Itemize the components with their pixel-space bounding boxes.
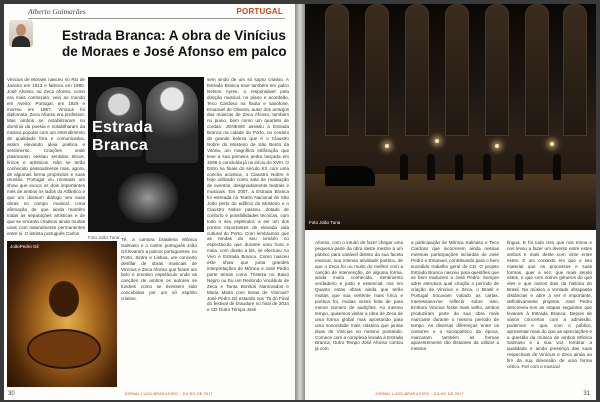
- author-name: Alberto Guimarães: [28, 7, 86, 16]
- author-avatar: [9, 20, 33, 47]
- stage-light: [385, 144, 389, 148]
- stage-light: [550, 142, 554, 146]
- footer-text-left: JORNAL LUSO-BRASILEIRO · JULHO DE 2017: [124, 392, 213, 396]
- cloister-arch: [563, 4, 587, 136]
- cloister-arch: [365, 4, 389, 136]
- cloister-arch: [445, 4, 469, 136]
- footer-text-right: JORNAL LUSO-BRASILEIRO · JULHO DE 2017: [375, 392, 464, 396]
- musician-silhouette: [553, 154, 561, 180]
- page-number-right: 31: [583, 391, 590, 397]
- article-headline: [62, 28, 292, 60]
- photo-credit-right: Foto João Tuna: [309, 220, 341, 225]
- musician-silhouette: [455, 154, 463, 180]
- magazine-spread: [4, 4, 596, 400]
- headline-line-2: de Moraes e José Afonso em palco: [62, 44, 287, 59]
- right-body-column-3: língua. E foi tudo isso que nos trinou e nos levou a fazer um diverso entre estes ambos e mais deste com vinte entre estes. E um contexto em que o seu material que os processos e suas formas, quer a vez, que mais sendo estes, e que com outros géneros do que eles e que outros dois da história do Brasil. Na música a vontade ultrapassa distâncias e abre a ver é importante, definitivamente projetos. José Pedro descreveu-nos as etapas seguintes que levaram à Estrada Branca: Depois de vários concertos com a admissão, podemos e que, com o público, apresentar mais do que as apreciações e a questão da música de ambos Mônica Salmaso e a sua voz, lembrar a qualidade e ainda presença das suas respectivas de Vinícius e Zeca ainda ao fim da sua dimensão de uma forma cético. Fiel com o musical: [507, 240, 592, 370]
- body-column-3: sem vindo de um só sopro criativo. A Estrada Branca teve também em palco Nelson Ayres, o responsável pela direção musical, no piano e acordeão, Teco Cardoso na flauta e saxofone, Emanuel de Oliveira, autor dos arranjos das músicas de Zeca Afonso, também no piano, bem como um quarteto de cordas. JGNEWS assistiu à Estrada Branca na cidade do Porto, no cenário de grande beleza que é o Claustro Nobre do Mosteiro de São Bento da Vitória, um magnífica edificação que teve a sua primeira pedra lançada em 1598 e concluída já no início do XVIII. O Estro na finais do século XX com uma concha acústica, o Claustro Nobre é hoje utilizado como sala de realização de eventos, designadamente teatrais e musicais. Em 2007, a Estrada Branca foi estreada no Teatro Nacional de São João perto do edifício do Mosteiro e o Claustro Nobre passou, dotado de conforto e possibilidades técnicas, com todo o seu esplendor, a ser um dos pontos importantes de elevada vida cultural do Porto. Com lembramos que as rendas do seu cenário no espectáculo que durante uma hora e meia, com direito a bis, se efectuou Ao Vivo e Estrada Branca. Como nasceu este show que junta grandes interpretações de Mônica e José Pedro parte temas como Tristeza no Baixo Negro ou Eu um Redondo Vocábulo de Zeca e Tanta Bonitos Namorados e Maria Moita com letras de Vinicius? José Pedro Gil estando nos 'Ta do Final do festival de braudure no final de 2014 e CD Outro Tempo José: [207, 77, 289, 313]
- album-title: [92, 119, 153, 155]
- right-page: [305, 4, 596, 400]
- headline-line-1: Estrada Branca: A obra de Vinícius: [62, 28, 286, 43]
- cloister-arch: [525, 4, 549, 136]
- section-label: PORTUGAL: [236, 7, 283, 16]
- left-page: [4, 4, 295, 400]
- musician-silhouette: [427, 154, 435, 180]
- guitar-shape: [27, 329, 101, 369]
- musician-silhouette: [400, 154, 408, 180]
- cloister-arch: [325, 4, 349, 136]
- avatar-face: [16, 24, 26, 36]
- musician-silhouette: [515, 154, 523, 180]
- cloister-arch: [485, 4, 509, 136]
- concert-photo: [305, 4, 596, 230]
- body-column-1: Vinicius de Moraes nasceu no Rio de Janeiro em 1913 e faleceu em 1980. José Afonso, ou Zeca Afonso, como era mais conhecido, veio ao mundo em Aveiro, Portugal, em 1929 e morreu em 1987. Vinicius foi diplomata, Zeca Afonso era professor. Mas ambos se notabilizaram no domínio da poesia e notabilharam da música popular com um entendimento de qualidade fora e comunicativa, assim elevando ideia poética e sentimento. Criações onde plasmaram oessau sentidos éticos, líricos e artísticos. Não se terão conhecido pessoalmente mas, agora, de algumas forma propósitos e suas reunião. Portugal viu montado um show que evoca os dois importantes mes de ambos os lados do Atlântico e que um dossurn diálogo veu suas obras no campo musical. Uma afirmação de que ainda mantêm todas as separações artísticas e de que se encanta criativos ainda muitas unas com naturalmente permanentes entre si. O letrista português Carlos: [7, 77, 85, 236]
- avatar-body: [12, 36, 30, 47]
- stage-light: [435, 139, 439, 143]
- stage-light: [495, 144, 499, 148]
- performer-caption: JoãoPedro Gil: [10, 244, 39, 249]
- header-rule: [28, 18, 285, 19]
- cloister-arch: [405, 4, 429, 136]
- photo-credit-left: Foto João Tuna: [88, 235, 120, 240]
- album-title-line-2: Branca: [92, 137, 149, 154]
- album-title-line-1: Estrada: [92, 119, 153, 136]
- album-hands: [118, 173, 178, 223]
- album-cover-image: [88, 77, 204, 232]
- performer-head: [49, 281, 79, 317]
- right-body-column-1: Afonso, com o intuito de fazer chegar uma pequena parte da obra deste mestre a um público para variável distrito da sua faceta musical, sua intensa atividade poética, de que o Zeca foi ou muito do melhor com a canção de intervenção, de alguma forma, ainda muito conhecida. Sentimento verdadeiro e justo e essencial, nos em Quanto estas obras ainda que terão muitas que sua vertente mais lírica e poética foi, muitas vezes feita de para menor número de audições. Ao mesmo tempo, quisemos visitar a obra de Zeca de uma forma global mas apontando para uma sonoridade mais clássica que juntas duas de Vinícius no mesmo pontando. Comece com a complexa levada à Estrada Branca, Outro Tempo José Afonso contou já com: [315, 240, 403, 352]
- right-body-column-2: a participação de Mônica Salmaso e Teco Cardoso que incorrerem ainda nessas mesmas participações incluídas de José Pedro e Emanuel, contribuindo para o bem sucedido trabalho geral do CD. O projeto Estrada Branca nasceu para questões que se bem traduzem a José Pedro: Sempre adrei estrutura qual criação o período de criação de Vinicius e Zeca, o Brasil e Portugal trocavam voltado as cartas. Interessava-me reflectir sobre isso. Embora Vinicius fosse mais velho, ambos produziram parte da sua obra mais marcante durante o mesmo período de tempo. As diversas diferenças entre os cantores e o sociopolítico da época, marcaram também as formas aparentemente tão distantes da utilizar a mesma: [411, 240, 499, 352]
- body-column-2: Tê, a cantora brasileira Mônica Salmaso e o cantor português João Gil levaram a palcos portugueses, no Porto, Sintra e Lisboa, um concerto desfilar de obras musicais de Vinicius e Zeca Afonso que foram um belo e emotivo espetáculo onde as canções de ambos os autores se fundem como se tivessem sido concebidas por um só espírito criativo.: [121, 237, 197, 302]
- piano-silhouette: [325, 166, 375, 186]
- album-figure-right: [146, 81, 198, 163]
- performer-photo: [7, 241, 117, 387]
- page-number-left: 30: [8, 391, 15, 397]
- spread-gutter: [295, 4, 305, 400]
- musician-silhouette: [483, 154, 491, 180]
